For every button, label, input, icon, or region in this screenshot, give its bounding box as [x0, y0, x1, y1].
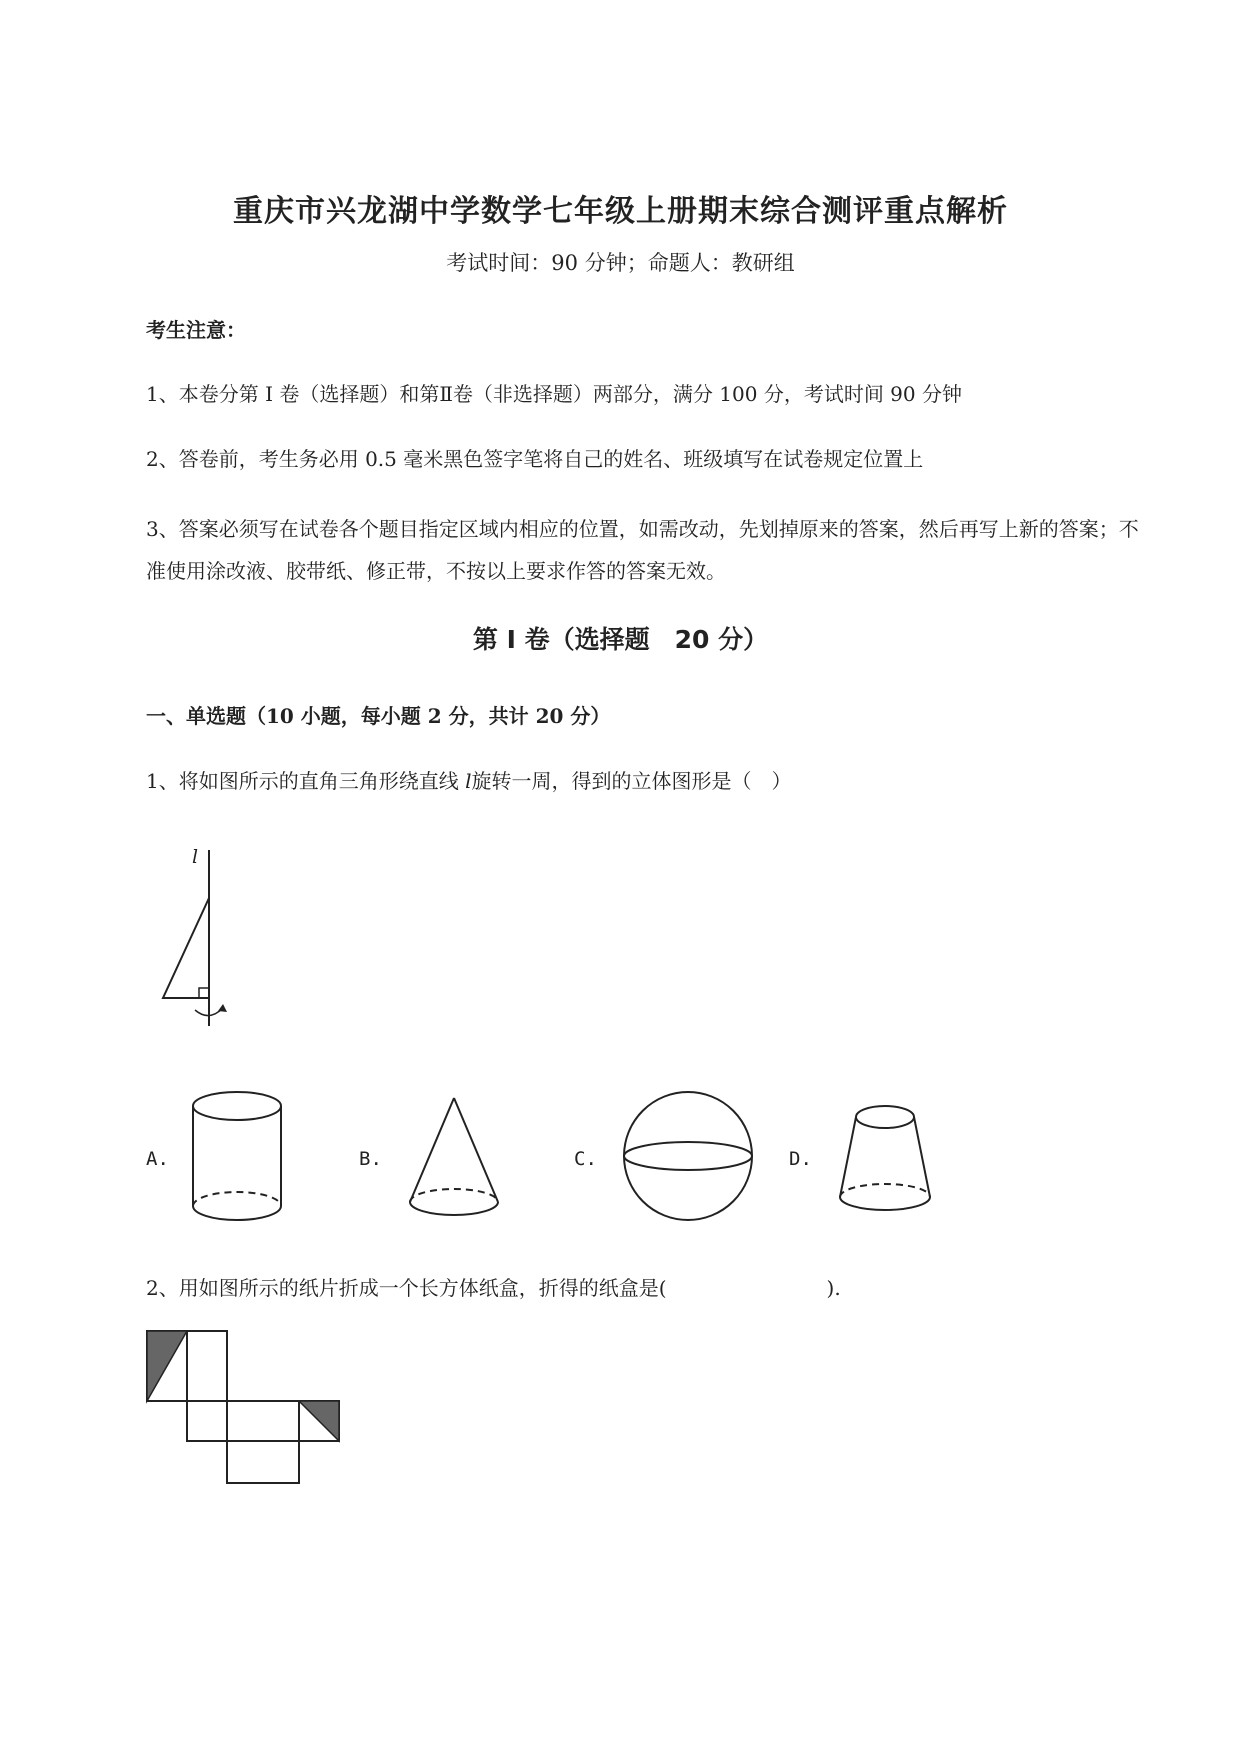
- notice-item-3: 3、答案必须写在试卷各个题目指定区域内相应的位置，如需改动，先划掉原来的答案，然后再写上新的答案；不准使用涂改液、胶带纸、修正带，不按以上要求作答的答案无效。: [146, 517, 1139, 583]
- option-a-label[interactable]: A.: [146, 1148, 169, 1170]
- sphere-icon[interactable]: [622, 1090, 762, 1230]
- cone-icon[interactable]: [408, 1098, 508, 1238]
- line-l-label: l: [192, 846, 199, 868]
- frustum-icon[interactable]: [838, 1104, 938, 1224]
- option-c-label[interactable]: C.: [574, 1148, 597, 1170]
- part-title: 第 I 卷（选择题 20 分）: [472, 625, 769, 654]
- box-net-icon: [147, 1331, 347, 1511]
- question-1-text-end: 旋转一周，得到的立体图形是（ ）: [471, 769, 792, 793]
- section-heading: 一、单选题（10 小题，每小题 2 分，共计 20 分）: [146, 704, 611, 728]
- exam-info: 考试时间：90 分钟；命题人：教研组: [446, 251, 795, 275]
- page-title: 重庆市兴龙湖中学数学七年级上册期末综合测评重点解析: [233, 194, 1008, 229]
- question-1: [146, 765, 792, 794]
- triangle-rotation-figure: [155, 850, 235, 1030]
- question-1-text-start: 1、将如图所示的直角三角形绕直线: [146, 769, 466, 793]
- notice-item-2: 2、答卷前，考生务必用 0.5 毫米黑色签字笔将自己的姓名、班级填写在试卷规定位置上: [146, 447, 924, 471]
- notice-item-1: 1、本卷分第 I 卷（选择题）和第Ⅱ卷（非选择题）两部分，满分 100 分，考试时间 90 分钟: [146, 382, 962, 406]
- question-1-variable: l: [465, 769, 472, 793]
- notice-heading: 考生注意：: [146, 318, 246, 342]
- option-d-label[interactable]: D.: [789, 1148, 812, 1170]
- cylinder-icon[interactable]: [192, 1090, 292, 1230]
- option-b-label[interactable]: B.: [359, 1148, 382, 1170]
- question-2: 2、用如图所示的纸片折成一个长方体纸盒，折得的纸盒是( ).: [146, 1276, 841, 1300]
